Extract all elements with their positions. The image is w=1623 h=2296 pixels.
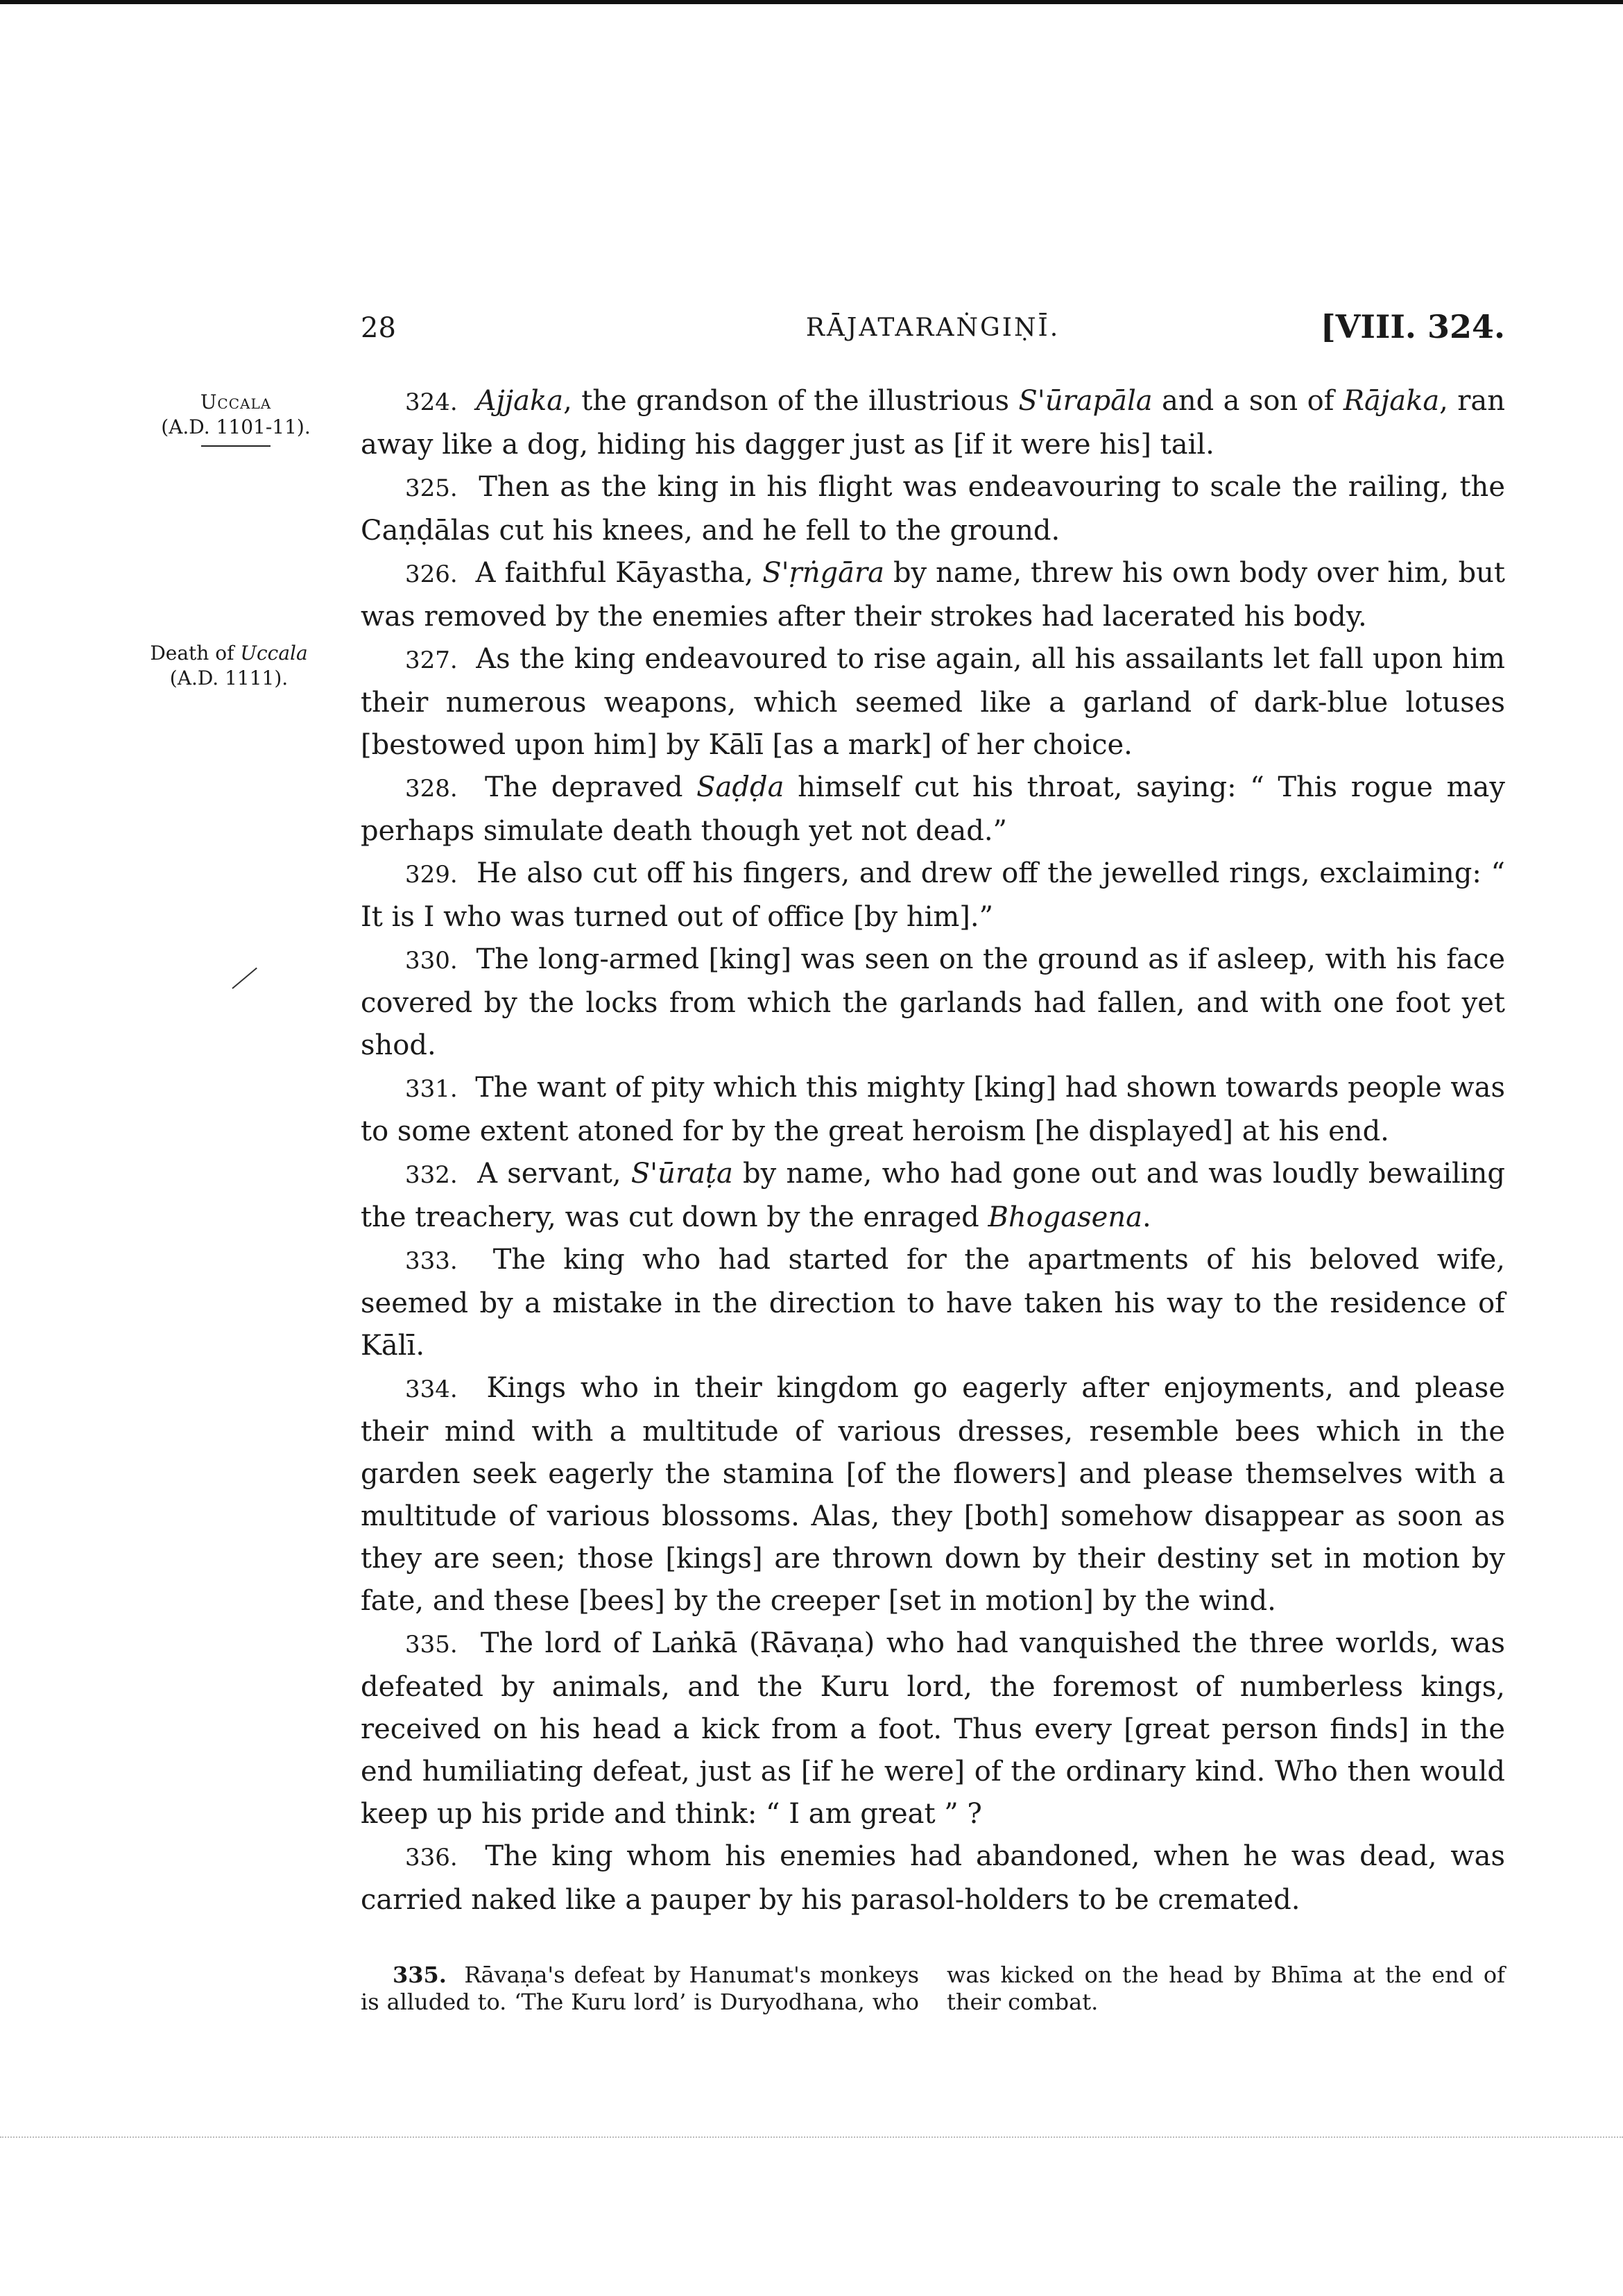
sidenote-dates: (A.D. 1101-11). — [161, 415, 311, 438]
verse-text: A faithful Kāyastha, — [475, 557, 763, 589]
verse-number: 327. — [405, 646, 458, 674]
pencil-mark — [232, 968, 257, 989]
verse-number: 326. — [405, 560, 458, 588]
verse-text: As the king endeavoured to rise again, all his assailants let fall upon him their numerous weapons, which seemed like a garland of dark-blue lotuses [bestowed upon him] by Kālī [as a mark] of her choice. — [361, 643, 1505, 761]
verse-number: 325. — [405, 474, 458, 502]
verse-text: The long-armed [king] was seen on the ground as if asleep, with his face covered by the locks from which the garlands had fallen, and with one foot yet shod. — [361, 943, 1505, 1061]
main-text — [361, 380, 1505, 1921]
scan-dotted-line — [0, 2136, 1623, 2138]
verse-number: 331. — [405, 1075, 458, 1103]
verse-324 — [361, 380, 1505, 466]
verse-text: The king who had started for the apartments of his beloved wife, seemed by a mistake in the direction to have taken his way to the residence of Kālī. — [361, 1244, 1505, 1362]
verse-text: by name, who had gone out and was loudly bewailing the treachery, was cut down by the enraged — [361, 1158, 1506, 1233]
sidenote-title-prefix: Death of — [150, 642, 241, 665]
verse-326 — [361, 552, 1505, 638]
top-border-rule — [0, 0, 1623, 4]
sidenote-death-of-uccala — [125, 641, 333, 691]
running-title: RĀJATARAṄGIṆĪ. — [805, 314, 1060, 342]
verse-name: Saḍḍa — [696, 771, 784, 803]
verse-text: himself cut his throat, saying: “ This rogue may perhaps simulate death though yet not dead.” — [361, 771, 1505, 847]
verse-name: S'ūraṭa — [630, 1158, 733, 1190]
sidenote-title-name: Uccala — [240, 642, 308, 665]
verse-number: 328. — [405, 775, 458, 803]
verse-text: . — [1142, 1201, 1151, 1233]
section-reference: [VIII. 324. — [1320, 308, 1505, 345]
verse-text: The depraved — [485, 771, 697, 803]
verse-text: He also cut off his fingers, and drew off the jewelled rings, exclaiming: “ It is I who was turned out of office [by him].” — [361, 857, 1505, 933]
verse-number: 330. — [405, 947, 458, 975]
verse-text: and a son of — [1152, 385, 1343, 417]
sidenote-title: Uccala — [200, 391, 272, 413]
verse-text: The king whom his enemies had abandoned, when he was dead, was carried naked like a pauper by his parasol-holders to be cremated. — [361, 1840, 1505, 1916]
verse-name: S'ṛṅgāra — [762, 557, 884, 589]
verse-number: 336. — [405, 1844, 458, 1871]
verse-325 — [361, 466, 1505, 552]
verse-text: Kings who in their kingdom go eagerly after enjoyments, and please their mind with a multitude of various dresses, resemble bees which in the garden seek eagerly the stamina [of the flowers] and please themselves with a multitude of various blossoms. Alas, they [both] somehow disappear as soon as they are seen; those [kings] are thrown down by their destiny set in motion by fate, and these [bees] by the creeper [set in motion] by the wind. — [361, 1372, 1505, 1617]
footnote — [361, 1962, 1505, 2016]
verse-name: S'ūrapāla — [1018, 385, 1153, 417]
verse-number: 335. — [405, 1631, 458, 1659]
sidenote-rule — [201, 445, 270, 447]
verse-number: 334. — [405, 1376, 458, 1403]
verse-329 — [361, 853, 1505, 939]
verse-text: Then as the king in his flight was endeavouring to scale the railing, the Caṇḍālas cut his knees, and he fell to the ground. — [361, 471, 1505, 547]
footnote-335 — [361, 1962, 1505, 2016]
verse-text: The lord of Laṅkā (Rāvaṇa) who had vanquished the three worlds, was defeated by animals, and the Kuru lord, the foremost of numberless kings, received on his head a kick from a foot. Thus every [great person finds] in the end humiliating defeat, just as [if he were] of the ordinary kind. Who then would keep up his pride and think: “ I am great ” ? — [361, 1627, 1505, 1830]
sidenote-dates: (A.D. 1111). — [169, 667, 289, 689]
page-header — [361, 308, 1505, 354]
verse-text: , the grandson of the illustrious — [563, 385, 1019, 417]
verse-334 — [361, 1367, 1505, 1622]
verse-text: , ran away like a dog, hiding his dagger just as [if it were his] tail. — [361, 385, 1506, 461]
verse-332 — [361, 1153, 1505, 1239]
verse-335 — [361, 1622, 1505, 1835]
sidenote-title — [125, 641, 333, 666]
verse-331 — [361, 1067, 1505, 1153]
verse-330 — [361, 939, 1505, 1067]
verse-name: Bhogasena — [988, 1201, 1142, 1233]
verse-text: The want of pity which this mighty [king] had shown towards people was to some extent atoned for by the great heroism [he displayed] at his end. — [361, 1072, 1505, 1147]
verse-number: 329. — [405, 861, 458, 889]
verse-text: by name, threw his own body over him, but was removed by the enemies after their strokes had lacerated his body. — [361, 557, 1505, 633]
verse-number: 324. — [405, 388, 458, 416]
verse-name: Ajjaka — [476, 385, 564, 417]
verse-333 — [361, 1239, 1505, 1367]
verse-number: 333. — [405, 1247, 458, 1275]
verse-number: 332. — [405, 1161, 458, 1189]
footnote-number: 335. — [393, 1962, 447, 1988]
sidenote-uccala — [132, 390, 340, 447]
verse-336 — [361, 1835, 1505, 1921]
verse-text: A servant, — [477, 1158, 631, 1190]
verse-328 — [361, 766, 1505, 853]
footnote-text: Rāvaṇa's defeat by Hanumat's monkeys is alluded to. ‘The Kuru lord’ is Duryodhana, who was kicked on the head by Bhīma at the end of their combat. — [361, 1962, 1505, 2015]
verse-name: Rājaka — [1343, 385, 1440, 417]
verse-327 — [361, 638, 1505, 766]
page-number: 28 — [361, 312, 396, 344]
